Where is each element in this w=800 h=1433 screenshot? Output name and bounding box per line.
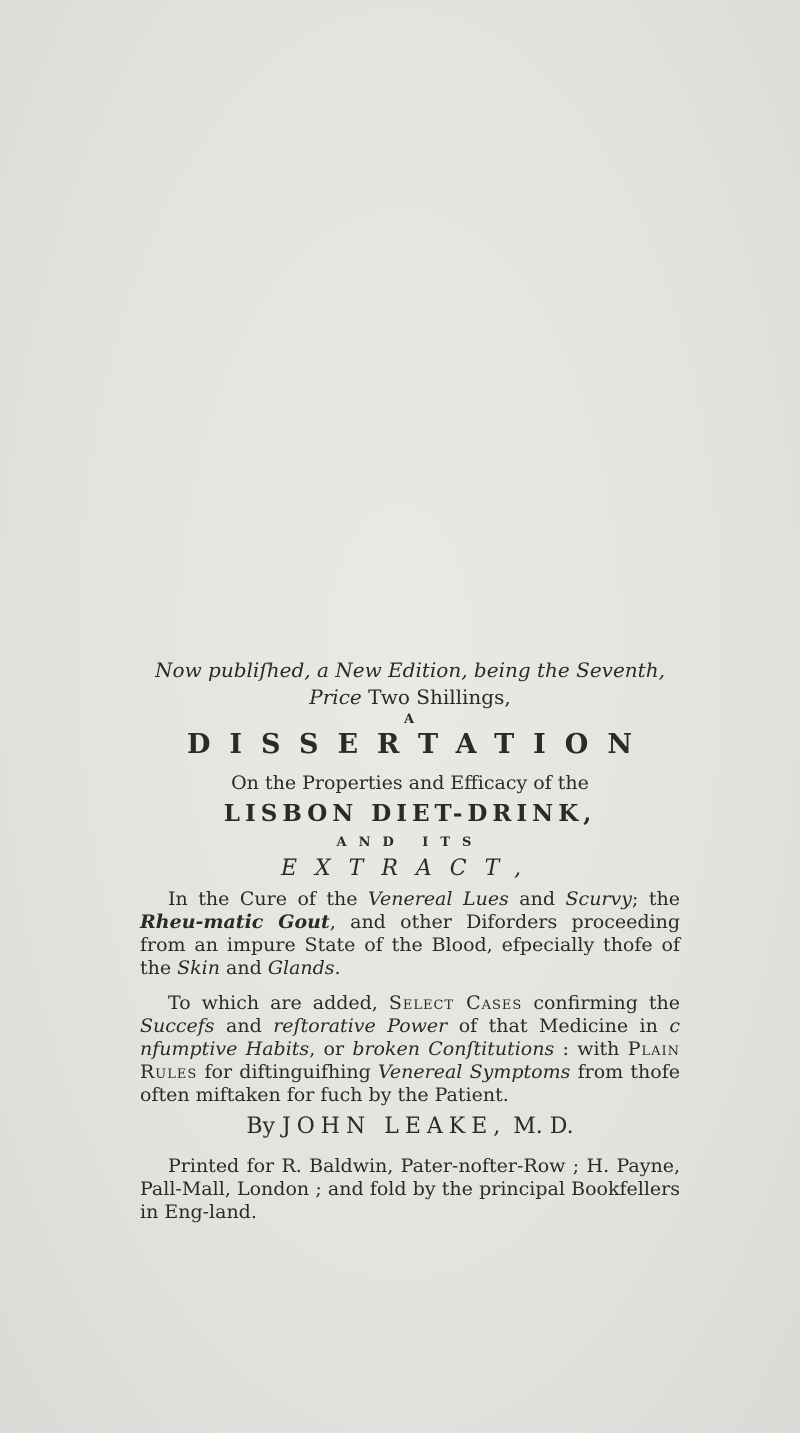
italic-span: Rheu-matic Gout <box>140 911 330 934</box>
paragraph-cure <box>140 888 680 980</box>
text-span: and <box>508 888 566 911</box>
italic-span: Glands <box>267 957 335 980</box>
article-a: A <box>403 712 417 727</box>
price-line <box>140 685 680 710</box>
byline <box>140 1113 680 1141</box>
edition-line: Now publiſhed, a New Edition, being the Seventh, <box>155 658 665 682</box>
text-span: , and other Diforders proceeding from an impure State of the Blood, efpecially thofe of the <box>140 911 680 980</box>
italic-span: Venereal Symptoms <box>377 1061 571 1084</box>
text-span: and <box>220 957 268 980</box>
price-label: Price <box>309 685 362 709</box>
smallcaps-span: Plain Rules <box>140 1038 681 1084</box>
italic-span: c nfumptive Habits <box>140 1015 680 1061</box>
italic-span: Skin <box>177 957 220 980</box>
text-span: confirming the <box>522 992 681 1015</box>
product-name: LISBON DIET-DRINK, <box>223 799 597 827</box>
text-span: and <box>214 1015 274 1038</box>
text-span: for diftinguifhing <box>197 1061 378 1084</box>
text-span: . <box>334 957 341 980</box>
italic-span: Succefs <box>140 1015 215 1038</box>
extract-heading: EXTRACT, <box>280 855 540 881</box>
advertisement-block <box>140 658 680 1224</box>
italic-span: broken Conſtitutions <box>352 1038 555 1061</box>
byline-prefix: By <box>246 1114 275 1140</box>
subtitle: On the Properties and Efficacy of the <box>231 772 589 794</box>
text-span: of that Medicine in <box>447 1015 670 1038</box>
text-span: In the Cure of the <box>168 888 369 911</box>
text-span: , or <box>309 1038 353 1061</box>
paragraph-select-cases <box>140 992 680 1107</box>
italic-span: Venereal Lues <box>368 888 509 911</box>
text-span: To which are added, <box>168 992 389 1015</box>
text-span: ; the <box>631 888 680 911</box>
imprint: Printed for R. Baldwin, Pater-nofter-Row ; H. Payne, Pall-Mall, London ; and fold by the principal Bookfellers in Eng-land. <box>140 1154 680 1223</box>
and-its: AND ITS <box>336 834 484 850</box>
text-span: from thofe often miftaken for fuch by the Patient. <box>140 1061 680 1107</box>
smallcaps-span: Select Cases <box>388 992 523 1015</box>
price-value: Two Shillings, <box>368 685 511 709</box>
title-dissertation: DISSERTATION <box>187 729 651 761</box>
author-name: JOHN LEAKE, <box>281 1114 507 1140</box>
text-span: : with <box>554 1038 628 1061</box>
author-degree: M. D. <box>513 1114 574 1140</box>
italic-span: Scurvy <box>565 888 632 911</box>
italic-span: reſtorative Power <box>273 1015 448 1038</box>
